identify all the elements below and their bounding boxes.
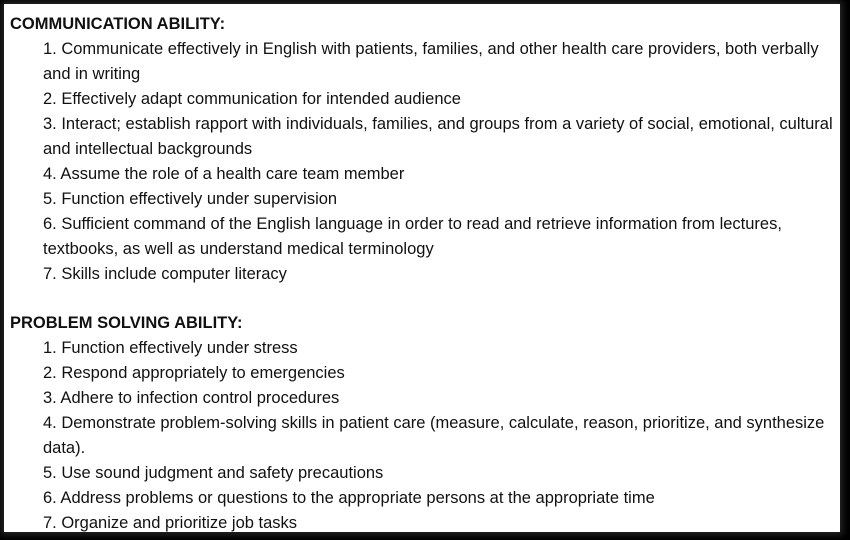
- list-item: 6. Sufficient command of the English language in order to read and retrieve information from lectures, textbooks, as well as understand medical terminology: [43, 215, 782, 258]
- list-item: 6. Address problems or questions to the appropriate persons at the appropriate time: [43, 489, 655, 507]
- list-item: 3. Interact; establish rapport with individuals, families, and groups from a variety of social, emotional, cultural and intellectual backgrounds: [43, 115, 833, 158]
- section-heading: PROBLEM SOLVING ABILITY:: [10, 314, 243, 332]
- list-item: 5. Use sound judgment and safety precautions: [43, 464, 384, 482]
- section-heading: COMMUNICATION ABILITY:: [10, 15, 226, 33]
- list-item: 1. Function effectively under stress: [43, 339, 298, 357]
- problem-solving-ability-section: [4, 311, 840, 532]
- list-item: 2. Effectively adapt communication for intended audience: [43, 90, 461, 108]
- document-page: [4, 4, 840, 532]
- list-item: 7. Skills include computer literacy: [43, 265, 287, 283]
- list-item: 4. Demonstrate problem-solving skills in patient care (measure, calculate, reason, prioritize, and synthesize data).: [43, 414, 825, 457]
- list-item: 5. Function effectively under supervision: [43, 190, 338, 208]
- requirement-list: [4, 336, 840, 532]
- list-item: 3. Adhere to infection control procedures: [43, 389, 340, 407]
- list-item: 7. Organize and prioritize job tasks: [43, 514, 298, 532]
- requirement-list: [4, 37, 840, 287]
- list-item: 4. Assume the role of a health care team member: [43, 165, 405, 183]
- communication-ability-section: [4, 12, 840, 287]
- list-item: 2. Respond appropriately to emergencies: [43, 364, 345, 382]
- list-item: 1. Communicate effectively in English with patients, families, and other health care providers, both verbally and in writing: [43, 40, 819, 83]
